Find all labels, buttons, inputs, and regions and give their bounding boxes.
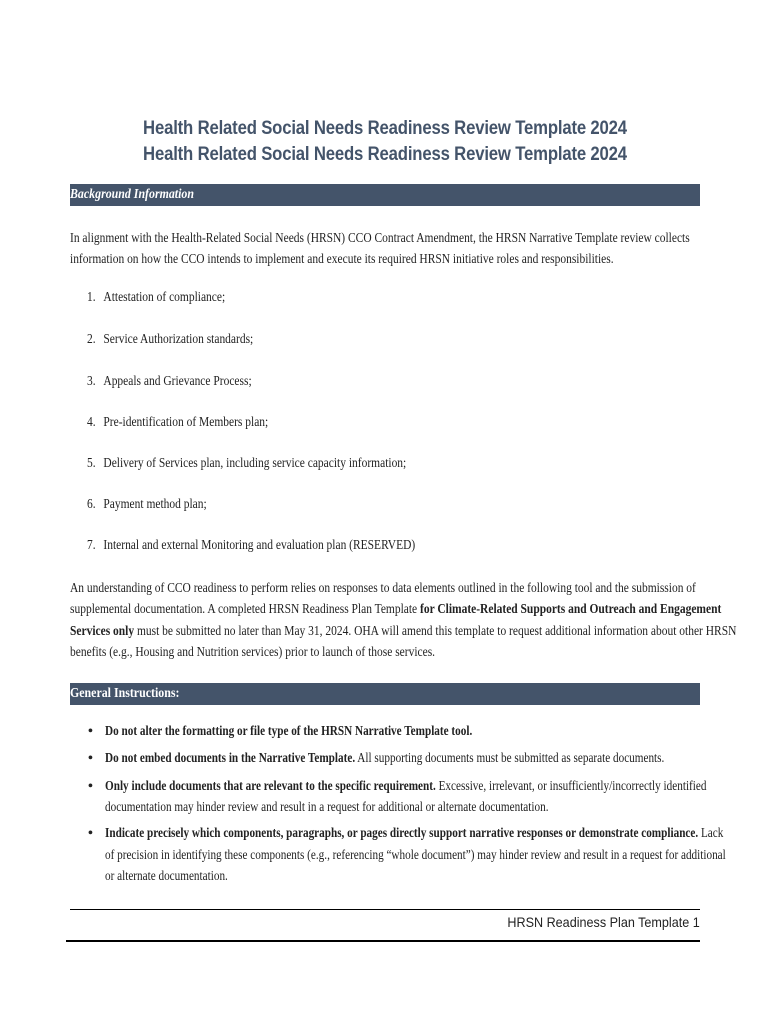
background-heading: Background Information [70, 187, 194, 202]
bullet-icon: • [88, 826, 93, 841]
bullet-icon: • [88, 779, 93, 794]
document-title-repeat: Health Related Social Needs Readiness Review Template 2024 [143, 144, 627, 165]
intro-line: In alignment with the Health-Related Social Needs (HRSN) CCO Contract Amendment, the HRSN Narrative Template review collects [70, 231, 690, 246]
intro-line: information on how the CCO intends to implement and execute its required HRSN initiative roles and responsibilities. [70, 252, 614, 267]
list-item: 1. Attestation of compliance; [87, 290, 226, 305]
bullet-icon: • [88, 751, 93, 766]
background-section-header [70, 184, 700, 206]
list-item: 4. Pre-identification of Members plan; [87, 415, 269, 430]
instruction-item: Do not embed documents in the Narrative Template. All supporting documents must be submitted as separate documents. [105, 751, 665, 766]
closing-line: benefits (e.g., Housing and Nutrition services) prior to launch of those services. [70, 645, 436, 660]
instructions-section-header [70, 683, 700, 705]
instructions-heading: General Instructions: [70, 686, 180, 701]
instruction-item: Do not alter the formatting or file type of the HRSN Narrative Template tool. [105, 724, 473, 739]
instruction-item-continued: documentation may hinder review and result in a request for additional or alternate documentation. [105, 800, 549, 815]
instruction-item: Indicate precisely which components, paragraphs, or pages directly support narrative responses or demonstrate compliance. Lack [105, 826, 724, 841]
footer-bottom-rule [66, 940, 700, 942]
instruction-item-continued: or alternate documentation. [105, 869, 228, 884]
document-title: Health Related Social Needs Readiness Review Template 2024 [143, 118, 627, 139]
footer-rule [70, 909, 700, 910]
list-item: 3. Appeals and Grievance Process; [87, 374, 252, 389]
list-item: 2. Service Authorization standards; [87, 332, 254, 347]
bullet-icon: • [88, 724, 93, 739]
list-item: 6. Payment method plan; [87, 497, 207, 512]
instruction-item-continued: of precision in identifying these components (e.g., referencing “whole document”) may hinder review and result in a request for additional [105, 848, 726, 863]
closing-line: Services only must be submitted no later than May 31, 2024. OHA will amend this template to request additional information about other HRSN [70, 624, 737, 639]
list-item: 7. Internal and external Monitoring and evaluation plan (RESERVED) [87, 538, 416, 553]
instruction-item: Only include documents that are relevant to the specific requirement. Excessive, irrelevant, or insufficiently/incorrectly identified [105, 779, 707, 794]
footer-text: HRSN Readiness Plan Template 1 [507, 914, 700, 930]
closing-line: An understanding of CCO readiness to perform relies on responses to data elements outlined in the following tool and the submission of [70, 581, 696, 596]
closing-line: supplemental documentation. A completed HRSN Readiness Plan Template for Climate-Related Supports and Outreach and Engagement [70, 602, 722, 617]
list-item: 5. Delivery of Services plan, including service capacity information; [87, 456, 407, 471]
